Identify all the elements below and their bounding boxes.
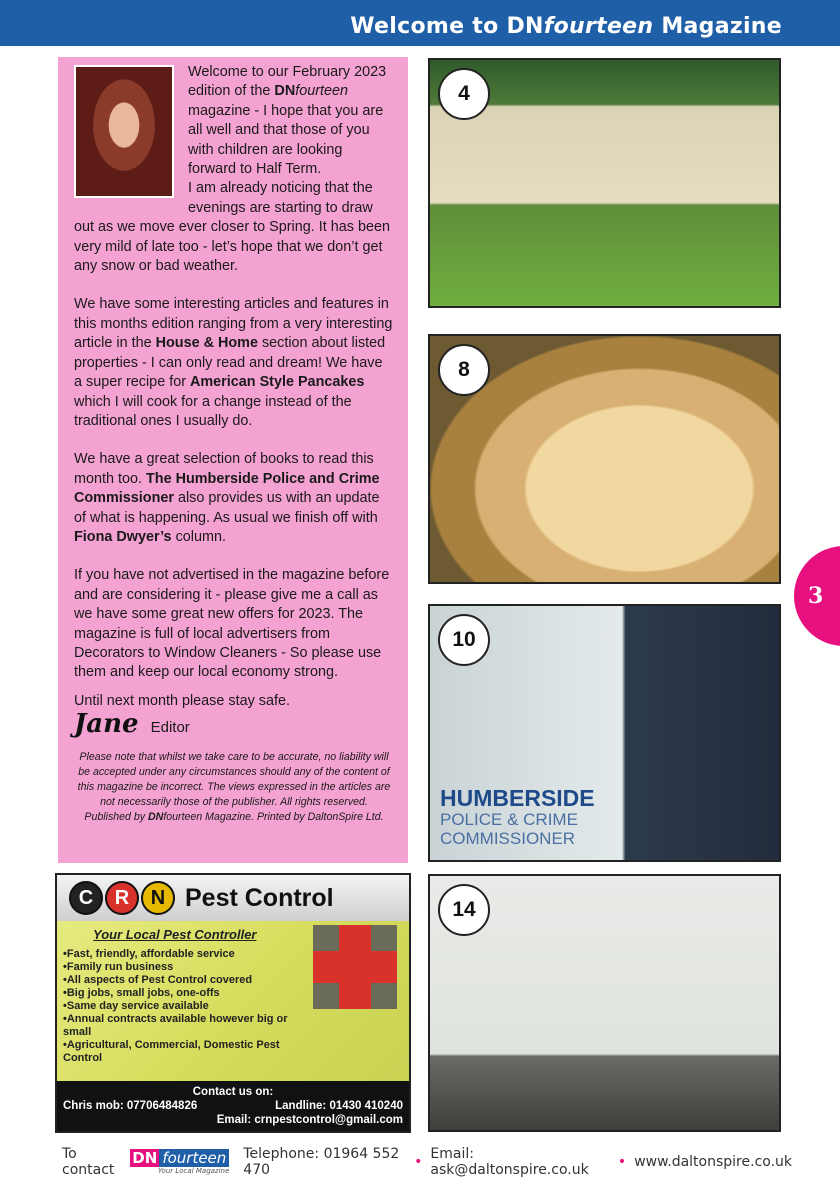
pancakes-highlight: American Style Pancakes [189,374,365,391]
columnist-highlight: Fiona Dwyer’s [74,528,172,545]
pest-control-advert[interactable] [55,873,411,1133]
letter-text: also provides us with an update of what is happening. As usual we finish off with [74,490,380,526]
letter-text: magazine - I hope that you are all well and that those of you with children are looking forward to Half Term. [188,102,384,178]
ad-contact-bar [57,1081,409,1131]
signature [74,709,394,740]
commissioner-highlight: The Humberside Police and Crime Commissioner [74,470,380,507]
pest-image [313,983,339,1009]
pest-image [313,925,339,951]
footer-website[interactable]: www.daltonspire.co.uk [634,1154,793,1170]
sign-main: HUMBERSIDE [440,785,595,811]
ad-bullet: • Big jobs, small jobs, one-offs [63,987,295,1000]
page-number-tab [794,546,840,646]
footer-telephone[interactable]: Telephone: 01964 552 470 [243,1146,400,1178]
ad-landline[interactable]: Landline: 01430 410240 [275,1100,403,1112]
ad-mobile[interactable]: Chris mob: 07706484826 [63,1100,198,1112]
disclaimer-text: fourteen Magazine. Printed by DaltonSpire Ltd. [163,811,384,824]
ad-email[interactable]: Email: crnpestcontrol@gmail.com [216,1114,403,1126]
ad-letter-c: C [69,881,103,915]
brand-dn: DN [274,83,296,100]
footer [62,1148,792,1176]
logo-dn: DN [132,1149,158,1167]
ad-bullet: • Family run business [63,961,295,974]
ad-letter-r: R [105,881,139,915]
signature-name: Jane [74,709,139,740]
sign-sub: COMMISSIONER [440,829,576,848]
ad-bullet: • Annual contracts available however big or small [63,1013,295,1039]
dnfourteen-logo [130,1149,229,1175]
letter-paragraph-3 [74,450,394,547]
letter-paragraph-4: If you have not advertised in the magazine before and are considering it - please give me a call as we have some great new offers for 2023. The magazine is full of local advertisers from Decorators to Window Cleaners - So please use them and keep our local economy strong. [74,567,390,681]
letter-text: We have some interesting articles and features in this months edition ranging from a very interesting article in the [74,296,393,352]
brand-fourteen: fourteen [295,83,349,100]
logo-fourteen: fourteen [159,1149,229,1167]
ad-bullet: • All aspects of Pest Control covered [63,974,295,987]
pancake-photo-tile[interactable] [428,334,781,584]
yoga-photo-tile[interactable] [428,874,781,1132]
ad-bullet: • Agricultural, Commercial, Domestic Pest Control [63,1039,295,1065]
ad-header [57,875,409,921]
footer-contact-label: To contact [62,1146,115,1178]
page-badge: 14 [438,884,490,936]
sign-sub: POLICE & CRIME [440,810,578,829]
pest-image [371,925,397,951]
page-badge: 8 [438,344,490,396]
footer-email[interactable]: Email: ask@daltonspire.co.uk [430,1146,589,1178]
ad-bullet: • Same day service available [63,1000,295,1013]
page-badge: 10 [438,614,490,666]
letter-text: I am already noticing that the evenings are starting to draw out as we move ever closer to Spring. It has been very mild of late too - let’s hope that we don’t get any snow or bad weather. [74,180,390,275]
ad-phone-row [63,1099,403,1113]
page-title [350,14,782,39]
ad-letter-n: N [141,881,175,915]
pest-image [371,983,397,1009]
letter-paragraph-5: Until next month please stay safe. [74,692,290,709]
header-bar [0,0,840,46]
separator-dot: • [414,1154,423,1170]
ad-title: Pest Control [185,883,334,912]
editor-photo [74,65,174,198]
cross-bar [339,925,371,1009]
ad-tagline: Your Local Pest Controller [93,927,257,942]
house-photo-tile[interactable] [428,58,781,308]
pest-cross-graphic [313,925,397,1009]
title-suffix: Magazine [661,14,782,39]
commissioner-photo-tile[interactable] [428,604,781,862]
logo-main [130,1149,229,1167]
disclaimer [74,750,394,826]
editor-letter [58,57,408,863]
logo-tagline: Your Local Magazine [158,1167,230,1175]
page-badge: 4 [438,68,490,120]
separator-dot: • [617,1154,627,1170]
ad-contact-heading: Contact us on: [192,1086,274,1098]
humberside-sign [440,786,595,848]
page-number: 3 [808,583,824,609]
house-home-highlight: House & Home [155,335,258,352]
ad-bullet-list [63,948,295,1065]
disclaimer-brand: DN [148,811,164,824]
signature-role: Editor [150,719,190,737]
title-prefix: Welcome to DN [350,14,544,39]
disclaimer-text: Please note that whilst we take care to be accurate, no liability will be accepted under any circumstances should any of the content of this magazine be incorrect. The views expressed in the articles are not necessarily those of the publisher. All rights reserved. Published by [77,750,391,824]
letter-text: We have a great selection of books to read this month too. [74,451,374,487]
letter-text: Welcome to our February 2023 edition of the [188,64,387,100]
letter-paragraph-2 [74,295,394,431]
letter-text: column. [171,528,226,545]
letter-text: section about listed properties - I can only read and dream! We have a super recipe for [74,335,386,391]
ad-bullet: • Fast, friendly, affordable service [63,948,295,961]
title-brand: fourteen [543,14,654,39]
letter-text: which I will cook for a change instead of the traditional ones I usually do. [74,393,352,429]
